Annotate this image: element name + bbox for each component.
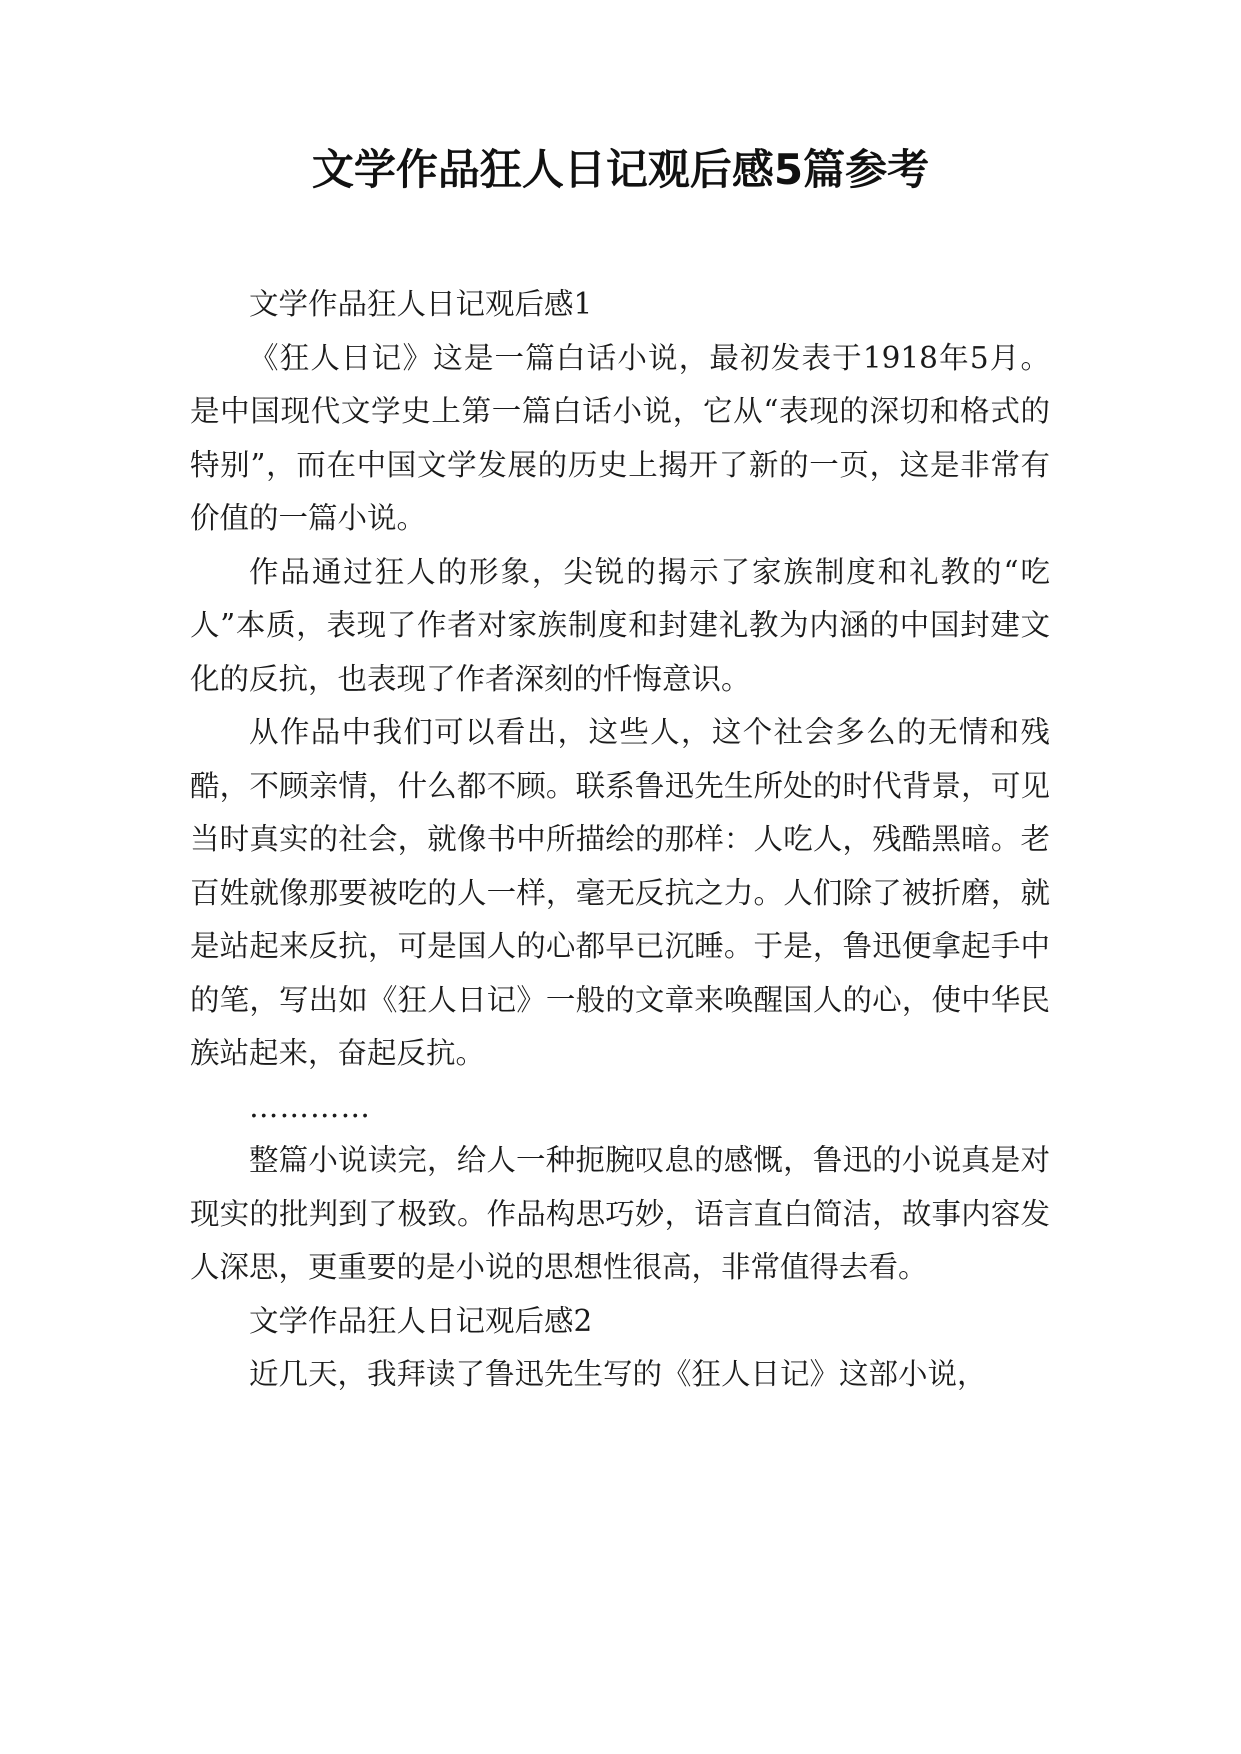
section-heading-1: 文学作品狂人日记观后感1	[249, 287, 593, 321]
paragraph-1: 《狂人日记》这是一篇白话小说，最初发表于1918年5月。是中国现代文学史上第一篇白话小说，它从“表现的深切和格式的特别”，而在中国文学发展的历史上揭开了新的一页，这是非常有价值的一篇小说。	[190, 340, 1050, 535]
paragraph-5: 近几天，我拜读了鲁迅先生写的《狂人日记》这部小说，	[249, 1357, 987, 1391]
paragraph-3: 从作品中我们可以看出，这些人，这个社会多么的无情和残酷，不顾亲情，什么都不顾。联系鲁迅先生所处的时代背景，可见当时真实的社会，就像书中所描绘的那样：人吃人，残酷黑暗。老百姓就像那要被吃的人一样，毫无反抗之力。人们除了被折磨，就是站起来反抗，可是国人的心都早已沉睡。于是，鲁迅便拿起手中的笔，写出如《狂人日记》一般的文章来唤醒国人的心，使中华民族站起来，奋起反抗。	[190, 715, 1050, 1070]
ellipsis-separator: …………	[249, 1089, 371, 1124]
page-title: 文学作品狂人日记观后感5篇参考	[311, 145, 930, 194]
paragraph-2: 作品通过狂人的形象，尖锐的揭示了家族制度和礼教的“吃人”本质，表现了作者对家族制度和封建礼教为内涵的中国封建文化的反抗，也表现了作者深刻的忏悔意识。	[190, 554, 1050, 696]
paragraph-4: 整篇小说读完，给人一种扼腕叹息的感慨，鲁迅的小说真是对现实的批判到了极致。作品构思巧妙，语言直白简洁，故事内容发人深思，更重要的是小说的思想性很高，非常值得去看。	[190, 1143, 1050, 1284]
document-body	[190, 278, 1050, 1402]
section-heading-2: 文学作品狂人日记观后感2	[249, 1303, 593, 1338]
